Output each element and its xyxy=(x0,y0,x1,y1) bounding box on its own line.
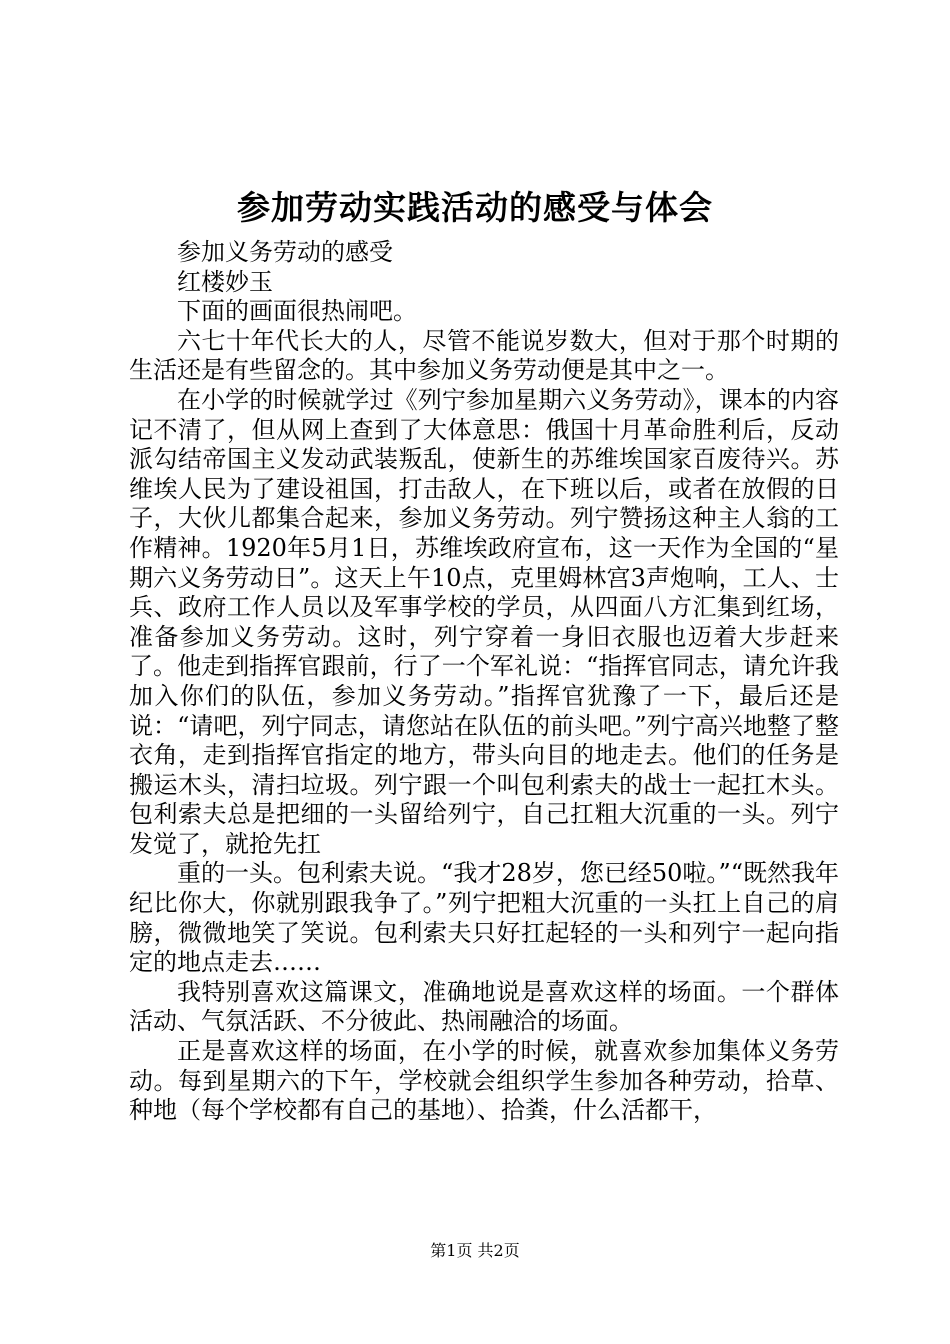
paragraph: 六七十年代长大的人，尽管不能说岁数大，但对于那个时期的生活还是有些留念的。其中参加义务劳动便是其中之一。 xyxy=(129,326,839,385)
paragraph: 我特别喜欢这篇课文，准确地说是喜欢这样的场面。一个群体活动、气氛活跃、不分彼此、热闹融洽的场面。 xyxy=(129,977,839,1036)
paragraph-author: 红楼妙玉 xyxy=(177,267,273,296)
paragraph-subtitle: 参加义务劳动的感受 xyxy=(177,238,393,266)
document-body xyxy=(129,238,839,1126)
paragraph: 在小学的时候就学过《列宁参加星期六义务劳动》，课本的内容记不清了，但从网上查到了大体意思：俄国十月革命胜利后，反动派勾结帝国主义发动武装叛乱，使新生的苏维埃国家百废待兴。苏维埃人民为了建设祖国，打击敌人，在下班以后，或者在放假的日子，大伙儿都集合起来，参加义务劳动。列宁赞扬这种主人翁的工作精神。1920年5月1日，苏维埃政府宣布，这一天作为全国的“星期六义务劳动日”。这天上午10点，克里姆林宫3声炮响，工人、士兵、政府工作人员以及军事学校的学员，从四面八方汇集到红场，准备参加义务劳动。这时，列宁穿着一身旧衣服也迈着大步赶来了。他走到指挥官跟前，行了一个军礼说：“指挥官同志，请允许我加入你们的队伍，参加义务劳动。”指挥官犹豫了一下，最后还是说：“请吧，列宁同志，请您站在队伍的前头吧。”列宁高兴地整了整衣角，走到指挥官指定的地方，带头向目的地走去。他们的任务是搬运木头，清扫垃圾。列宁跟一个叫包利索夫的战士一起扛木头。包利索夫总是把细的一头留给列宁，自己扛粗大沉重的一头。列宁发觉了，就抢先扛 xyxy=(129,385,839,858)
paragraph: 重的一头。包利索夫说。“我才28岁，您已经50啦。”“既然我年纪比你大，你就别跟我争了。”列宁把粗大沉重的一头扛上自己的肩膀，微微地笑了笑说。包利索夫只好扛起轻的一头和列宁一起向指定的地点走去…… xyxy=(129,859,839,977)
document-title: 参加劳动实践活动的感受与体会 xyxy=(237,188,713,227)
page-footer: 第1页 共2页 xyxy=(430,1241,520,1260)
paragraph: 下面的画面很热闹吧。 xyxy=(177,297,417,326)
paragraph: 正是喜欢这样的场面，在小学的时候，就喜欢参加集体义务劳动。每到星期六的下午，学校就会组织学生参加各种劳动，拾草、种地（每个学校都有自己的基地）、拾粪，什么活都干， xyxy=(129,1037,839,1125)
